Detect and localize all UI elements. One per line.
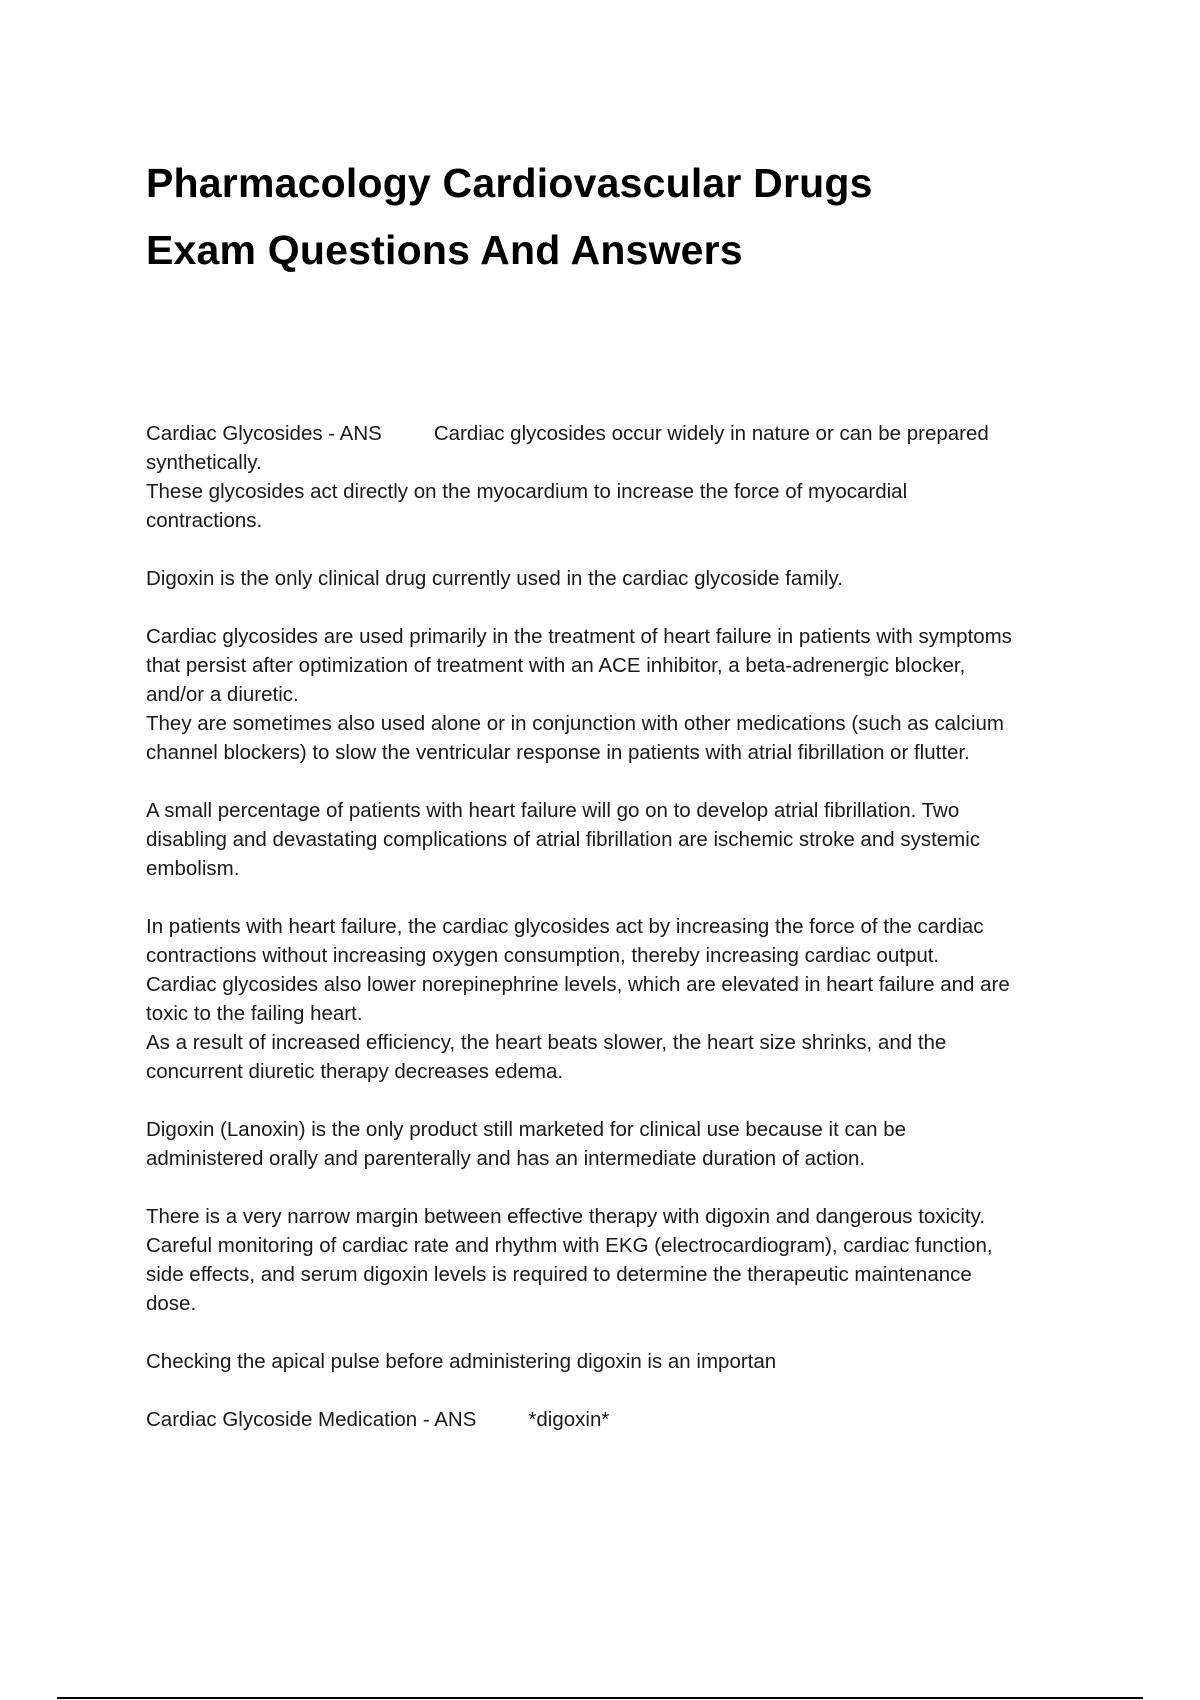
text-line: contractions.: [146, 509, 263, 532]
text-line: Digoxin (Lanoxin) is the only product still marketed for clinical use because it can be: [146, 1118, 907, 1141]
text-line: These glycosides act directly on the myocardium to increase the force of myocardial: [146, 480, 908, 503]
paragraph: [146, 564, 1091, 593]
text-line: Cardiac glycosides are used primarily in the treatment of heart failure in patients with symptoms: [146, 625, 1012, 648]
paragraph: [146, 1202, 1091, 1318]
paragraph: [146, 796, 1091, 883]
document-page: [146, 150, 1091, 1463]
footer-divider: [57, 1697, 1143, 1699]
text-line: and/or a diuretic.: [146, 683, 299, 706]
qa-question: Cardiac Glycoside Medication - ANS: [146, 1408, 477, 1431]
title-line: Pharmacology Cardiovascular Drugs: [146, 160, 873, 206]
qa-entry: [146, 1405, 1091, 1434]
text-line: disabling and devastating complications of atrial fibrillation are ischemic stroke and systemic: [146, 828, 981, 851]
text-line: In patients with heart failure, the cardiac glycosides act by increasing the force of the cardiac: [146, 915, 984, 938]
qa-answer: *digoxin*: [528, 1408, 610, 1431]
qa-answer: Cardiac glycosides occur widely in nature or can be prepared: [433, 422, 989, 445]
paragraph: [146, 912, 1091, 1086]
text-line: There is a very narrow margin between effective therapy with digoxin and dangerous toxicity.: [146, 1205, 986, 1228]
text-line: Cardiac glycosides also lower norepinephrine levels, which are elevated in heart failure and are: [146, 973, 1010, 996]
text-line: Digoxin is the only clinical drug currently used in the cardiac glycoside family.: [146, 567, 843, 590]
qa-entry: [146, 419, 1091, 535]
text-line: Checking the apical pulse before administering digoxin is an importan: [146, 1350, 777, 1373]
document-title: [146, 150, 1091, 284]
text-line: side effects, and serum digoxin levels is required to determine the therapeutic maintenance: [146, 1263, 972, 1286]
text-line: They are sometimes also used alone or in conjunction with other medications (such as calcium: [146, 712, 1004, 735]
text-line: synthetically.: [146, 451, 262, 474]
text-line: embolism.: [146, 857, 240, 880]
document-body: [146, 419, 1091, 1434]
paragraph: [146, 1347, 1091, 1376]
text-line: that persist after optimization of treatment with an ACE inhibitor, a beta-adrenergic blocker,: [146, 654, 966, 677]
text-line: A small percentage of patients with heart failure will go on to develop atrial fibrillation. Two: [146, 799, 960, 822]
qa-question: Cardiac Glycosides - ANS: [146, 422, 382, 445]
text-line: As a result of increased efficiency, the heart beats slower, the heart size shrinks, and the: [146, 1031, 947, 1054]
qa-first-line: [146, 419, 1091, 448]
text-line: Careful monitoring of cardiac rate and rhythm with EKG (electrocardiogram), cardiac function,: [146, 1234, 993, 1257]
text-line: toxic to the failing heart.: [146, 1002, 363, 1025]
text-line: concurrent diuretic therapy decreases edema.: [146, 1060, 564, 1083]
title-line: Exam Questions And Answers: [146, 227, 743, 273]
text-line: administered orally and parenterally and has an intermediate duration of action.: [146, 1147, 866, 1170]
text-line: dose.: [146, 1292, 197, 1315]
paragraph: [146, 622, 1091, 767]
qa-line: [146, 1405, 1091, 1434]
text-line: contractions without increasing oxygen consumption, thereby increasing cardiac output.: [146, 944, 940, 967]
text-line: channel blockers) to slow the ventricular response in patients with atrial fibrillation or flutter.: [146, 741, 970, 764]
paragraph: [146, 1115, 1091, 1173]
